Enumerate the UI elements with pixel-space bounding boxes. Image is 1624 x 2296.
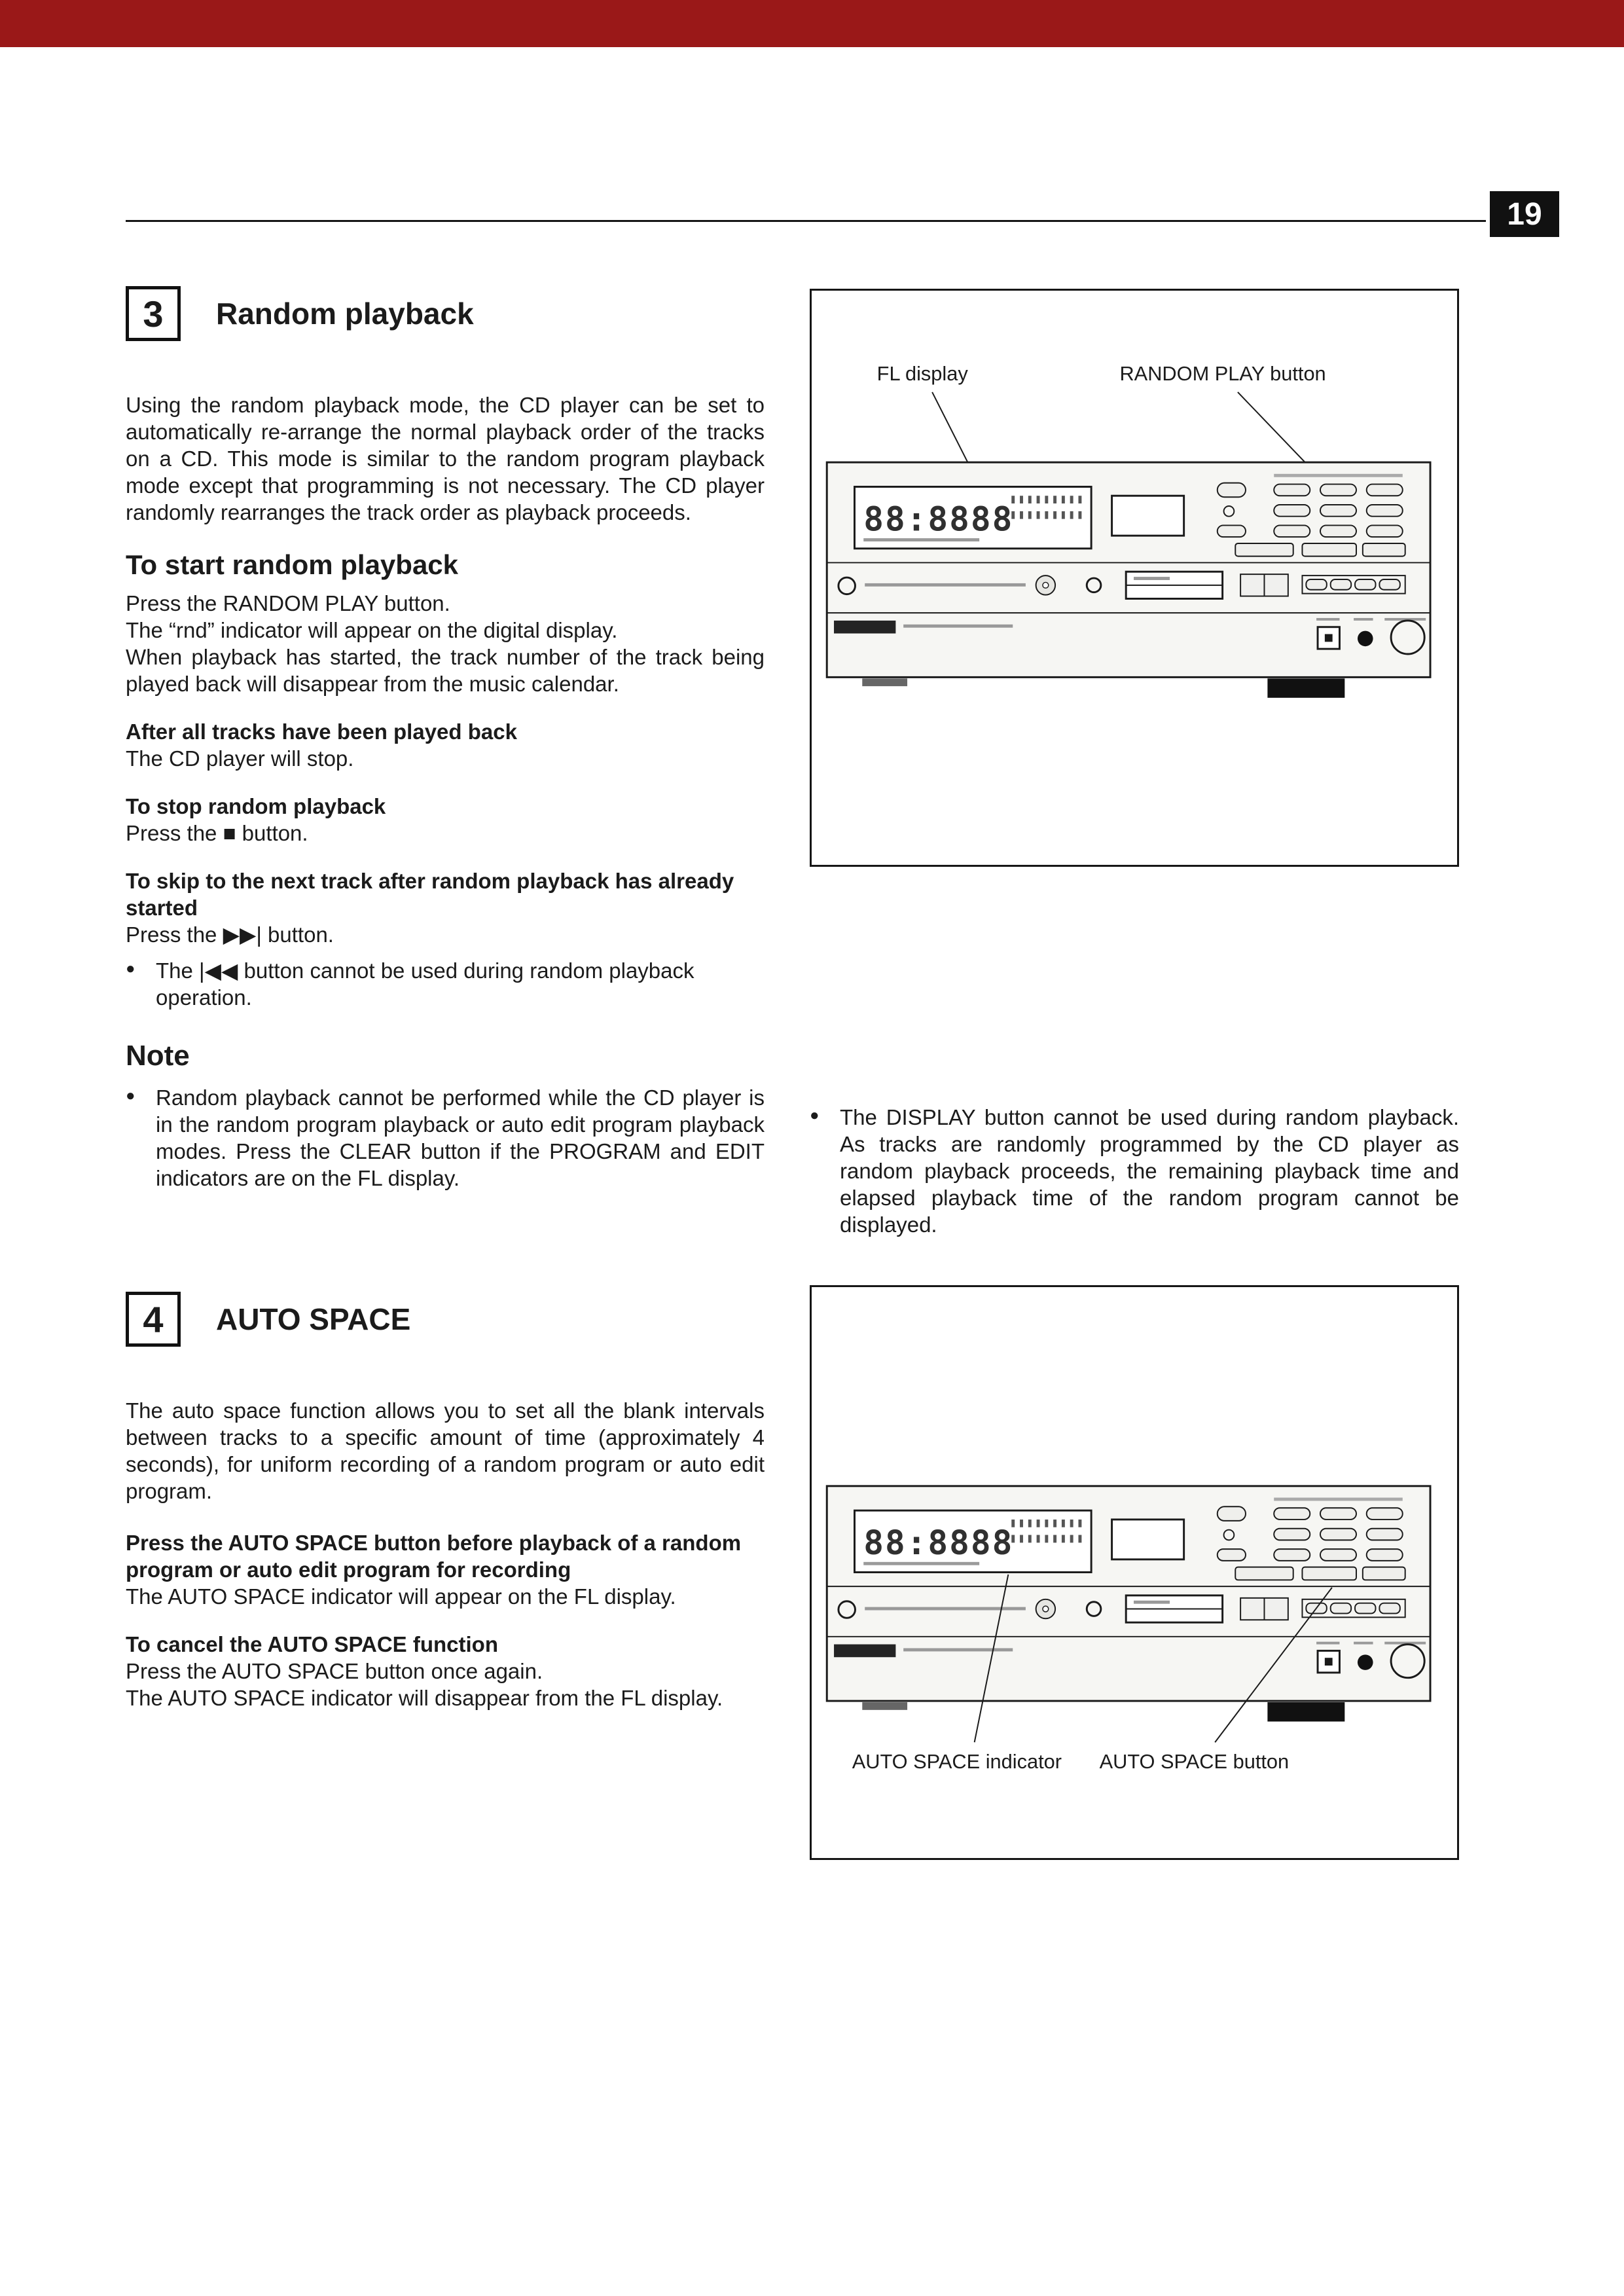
section-3-intro: Using the random playback mode, the CD player can be set to automatically re-arrange the normal playback order of the tracks on a CD. This mode is similar to the random program playback mode except that programming is not necessary. The CD player randomly rearranges the track order as playback proceeds.	[126, 393, 765, 524]
start-random-heading: To start random playback	[126, 549, 459, 580]
stop-random-text: Press the ■ button.	[126, 821, 308, 845]
skip-track-heading: To skip to the next track after random playback has already started	[126, 869, 734, 920]
bullet-icon: ●	[126, 1087, 135, 1104]
instruction-line: When playback has started, the track number of the track being played back will disappear from the music calendar.	[126, 645, 765, 696]
header-rule	[126, 220, 1486, 222]
section-3-column	[126, 283, 765, 1192]
random-play-label: RANDOM PLAY button	[1119, 362, 1326, 386]
instruction-line: Press the AUTO SPACE button once again.	[126, 1659, 543, 1683]
auto-space-press-text: The AUTO SPACE indicator will appear on the FL display.	[126, 1584, 676, 1609]
figure-auto-space	[810, 1285, 1459, 1860]
instruction-line: The AUTO SPACE indicator will disappear from the FL display.	[126, 1686, 723, 1710]
cd-player-illustration	[812, 291, 1457, 865]
bullet-icon: ●	[810, 1106, 820, 1124]
bullet-icon: ●	[126, 960, 135, 977]
page-number-badge: 19	[1490, 191, 1559, 237]
instruction-line: Press the RANDOM PLAY button.	[126, 591, 450, 615]
auto-space-press-heading: Press the AUTO SPACE button before playback of a random program or auto edit program for recording	[126, 1531, 742, 1582]
section-4-intro: The auto space function allows you to set all the blank intervals between tracks to a specific amount of time (approximately 4 seconds), for uniform recording of a random program or auto edit program.	[126, 1398, 765, 1503]
fl-display-label: FL display	[876, 362, 968, 386]
cd-player-illustration	[812, 1287, 1457, 1858]
section-3-number-box: 3	[126, 286, 181, 341]
section-4-column	[126, 1288, 765, 1711]
skip-track-text: Press the ▶▶| button.	[126, 922, 334, 947]
skip-track-bullet: ● The |◀◀ button cannot be used during random playback operation.	[126, 958, 695, 1010]
section-3-header	[126, 283, 765, 344]
note-heading: Note	[126, 1040, 190, 1072]
after-tracks-text: The CD player will stop.	[126, 746, 354, 771]
instruction-line: The “rnd” indicator will appear on the digital display.	[126, 618, 618, 642]
note-bullet-left: ● Random playback cannot be performed while the CD player is in the random program playback or auto edit program playback modes. Press the CLEAR button if the PROGRAM and EDIT indicators are on the FL display.	[126, 1085, 765, 1190]
section-4-number-box: 4	[126, 1292, 181, 1347]
note-bullet-right-column	[810, 1095, 1459, 1238]
figure-random-playback	[810, 289, 1459, 867]
section-3-title: Random playback	[216, 297, 474, 331]
section-4-header	[126, 1288, 765, 1350]
auto-space-cancel-heading: To cancel the AUTO SPACE function	[126, 1632, 498, 1656]
page-top-red-bar	[0, 0, 1624, 47]
auto-space-button-label: AUTO SPACE button	[1099, 1749, 1290, 1773]
after-tracks-heading: After all tracks have been played back	[126, 720, 517, 744]
note-bullet-right: ● The DISPLAY button cannot be used during random playback. As tracks are randomly programmed by the CD player as random playback proceeds, the remaining playback time and elapsed playback time of the random program cannot be displayed.	[810, 1105, 1459, 1237]
auto-space-indicator-label: AUTO SPACE indicator	[852, 1749, 1062, 1773]
stop-random-heading: To stop random playback	[126, 794, 386, 818]
section-4-title: AUTO SPACE	[216, 1302, 411, 1336]
